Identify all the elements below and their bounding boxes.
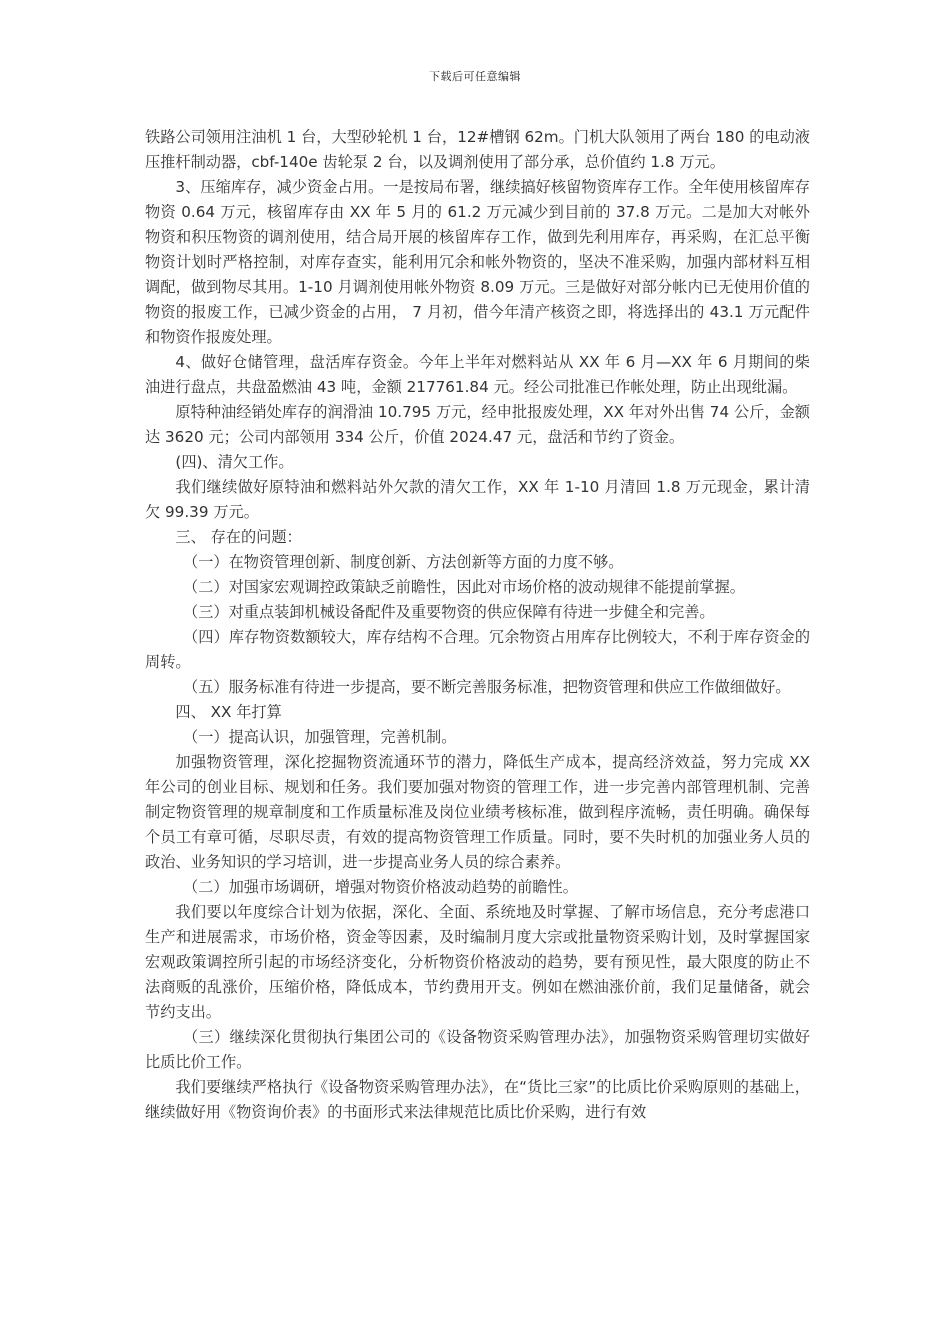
paragraph: 加强物资管理，深化挖掘物资流通环节的潜力，降低生产成本，提高经济效益，努力完成 XX 年公司的创业目标、规划和任务。我们要加强对物资的管理工作，进一步完善内部管理机制、完善制定物资管理的规章制度和工作质量标准及岗位业绩考核标准，做到程序流畅，责任明确。确保每个员工有章可循，尽职尽责，有效的提高物资管理工作质量。同时，要不失时机的加强业务人员的政治、业务知识的学习培训，进一步提高业务人员的综合素养。 — [145, 753, 810, 871]
page-header: 下载后可任意编辑 — [429, 70, 521, 83]
document-body — [145, 125, 810, 1125]
list-item: （二）对国家宏观调控政策缺乏前瞻性，因此对市场价格的波动规律不能提前掌握。 — [183, 578, 745, 596]
list-item: （三）对重点装卸机械设备配件及重要物资的供应保障有待进一步健全和完善。 — [183, 603, 715, 621]
paragraph: 3、压缩库存，减少资金占用。一是按局布署，继续搞好核留物资库存工作。全年使用核留库存物资 0.64 万元，核留库存由 XX 年 5 月的 61.2 万元减少到目前的 37.8 万元。二是加大对帐外物资和积压物资的调剂使用，结合局开展的核留库存工作，做到先利用库存，再采购，在汇总平衡物资计划时严格控制，对库存查实，能利用冗余和帐外物资的，坚决不准采购，加强内部材料互相调配，做到物尽其用。1-10 月调剂使用帐外物资 8.09 万元。三是做好对部分帐内已无使用价值的物资的报废工作，已减少资金的占用， 7 月初，借今年清产核资之即，将选择出的 43.1 万元配件和物资作报废处理。 — [145, 178, 810, 346]
paragraph: 铁路公司领用注油机 1 台，大型砂轮机 1 台，12#槽钢 62m。门机大队领用了两台 180 的电动液压推杆制动器，cbf-140e 齿轮泵 2 台，以及调剂使用了部分承，总价值约 1.8 万元。 — [145, 128, 810, 171]
paragraph: 我们要以年度综合计划为依据，深化、全面、系统地及时掌握、了解市场信息，充分考虑港口生产和进展需求，市场价格，资金等因素，及时编制月度大宗或批量物资采购计划，及时掌握国家宏观政策调控所引起的市场经济变化，分析物资价格波动的趋势，要有预见性，最大限度的防止不法商贩的乱涨价，压缩价格，降低成本，节约费用开支。例如在燃油涨价前，我们足量储备，就会节约支出。 — [145, 903, 810, 1021]
subsection-heading: （一）提高认识，加强管理，完善机制。 — [183, 728, 457, 746]
paragraph: 4、做好仓储管理，盘活库存资金。今年上半年对燃料站从 XX 年 6 月—XX 年 6 月期间的柴油进行盘点，共盘盈燃油 43 吨，金额 217761.84 元。经公司批准已作帐处理，防止出现纰漏。 — [145, 353, 810, 396]
subsection-heading: （二）加强市场调研，增强对物资价格波动趋势的前瞻性。 — [183, 878, 578, 896]
subsection-heading: （三）继续深化贯彻执行集团公司的《设备物资采购管理办法》，加强物资采购管理切实做好比质比价工作。 — [145, 1028, 810, 1071]
paragraph: 原特种油经销处库存的润滑油 10.795 万元，经申批报废处理，XX 年对外出售 74 公斤，金额达 3620 元；公司内部领用 334 公斤，价值 2024.47 元，盘活和节约了资金。 — [145, 403, 810, 446]
list-item: （五）服务标准有待进一步提高，要不断完善服务标准，把物资管理和供应工作做细做好。 — [183, 678, 791, 696]
paragraph: 我们继续做好原特油和燃料站外欠款的清欠工作，XX 年 1-10 月清回 1.8 万元现金，累计清欠 99.39 万元。 — [145, 478, 810, 521]
section-heading: 四、 XX 年打算 — [175, 703, 282, 721]
list-item: （四）库存物资数额较大，库存结构不合理。冗余物资占用库存比例较大，不利于库存资金的周转。 — [145, 628, 810, 671]
list-item: （一）在物资管理创新、制度创新、方法创新等方面的力度不够。 — [183, 553, 624, 571]
section-heading: 三、 存在的问题： — [175, 528, 302, 546]
paragraph: 我们要继续严格执行《设备物资采购管理办法》，在“货比三家”的比质比价采购原则的基础上，继续做好用《物资询价表》的书面形式来法律规范比质比价采购，进行有效 — [145, 1078, 810, 1121]
section-heading: (四)、清欠工作。 — [175, 453, 294, 471]
